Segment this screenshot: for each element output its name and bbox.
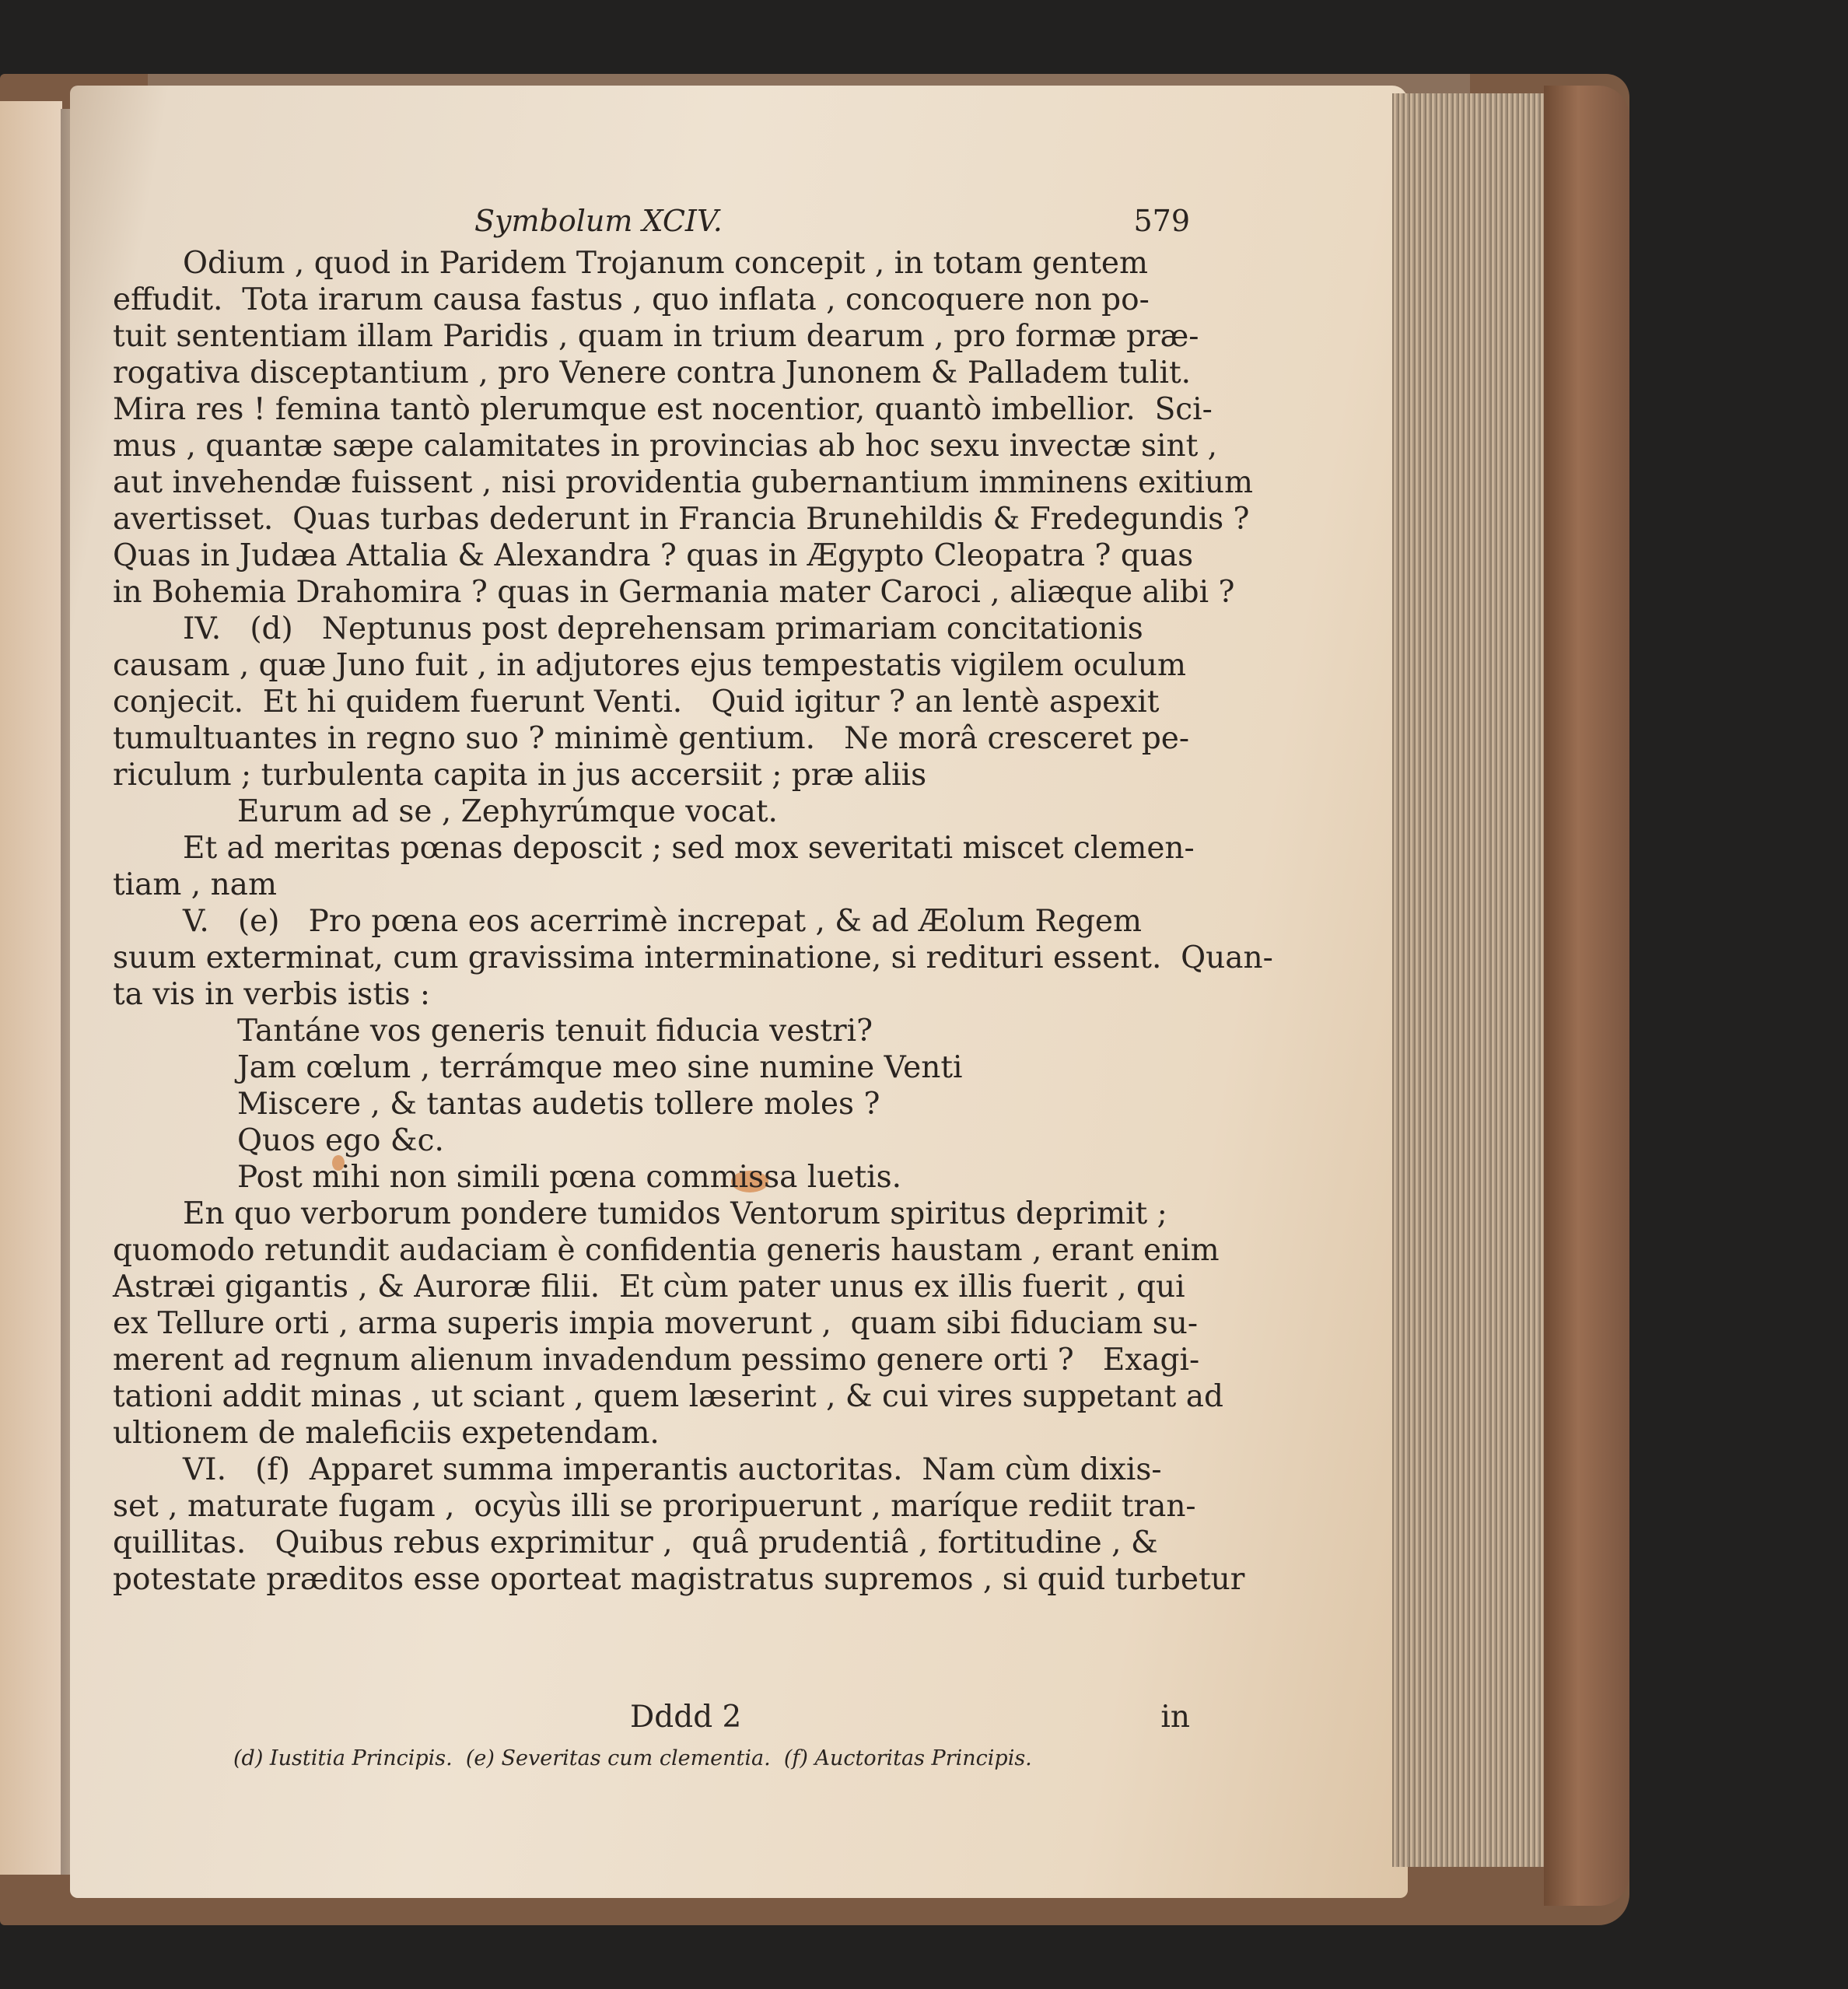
text-line: merent ad regnum alienum invadendum pessimo genere orti ? Exagi-: [113, 1343, 1200, 1378]
left-page: [0, 101, 62, 1875]
text-line: tuit sententiam illam Paridis , quam in trium dearum , pro formæ præ-: [113, 319, 1199, 354]
text-line: suum exterminat, cum gravissima interminatione, si redituri essent. Quan-: [113, 940, 1273, 975]
text-line: conjecit. Et hi quidem fuerunt Venti. Quid igitur ? an lentè aspexit: [113, 685, 1160, 720]
page-edges: [1392, 93, 1548, 1867]
text-line: potestate præditos esse oporteat magistratus supremos , si quid turbetur: [113, 1562, 1245, 1597]
text-line: Et ad meritas pœnas deposcit ; sed mox severitati miscet clemen-: [183, 831, 1195, 866]
text-line: set , maturate fugam , ocyùs illi se proripuerunt , maríque rediit tran-: [113, 1489, 1196, 1524]
text-line: Quas in Judæa Attalia & Alexandra ? quas in Ægypto Cleopatra ? quas: [113, 538, 1194, 573]
text-line: Odium , quod in Paridem Trojanum concepit , in totam gentem: [183, 246, 1148, 281]
text-line: IV. (d) Neptunus post deprehensam primariam concitationis: [183, 611, 1143, 646]
body-text: [113, 198, 1273, 1598]
verse-line: Eurum ad se , Zephyrúmque vocat.: [237, 794, 778, 829]
text-line: VI. (f) Apparet summa imperantis auctoritas. Nam cùm dixis-: [183, 1452, 1162, 1487]
verse-line: Post mihi non simili pœna commissa luetis.: [237, 1160, 902, 1195]
signature-mark: Dddd 2: [630, 1700, 742, 1735]
text-line: aut invehendæ fuissent , nisi providentia gubernantium imminens exitium: [113, 465, 1253, 500]
text-line: ex Tellure orti , arma superis impia moverunt , quam sibi fiduciam su-: [113, 1306, 1199, 1341]
page-footer: [109, 1700, 1190, 1739]
text-line: ta vis in verbis istis :: [113, 977, 431, 1012]
text-line: tationi addit minas , ut sciant , quem læserint , & cui vires suppetant ad: [113, 1379, 1223, 1414]
book-spine: [1544, 86, 1629, 1906]
footnotes: (d) Iustitia Principis. (e) Severitas cum clementia. (f) Auctoritas Principis.: [233, 1746, 1032, 1770]
catchword: in: [1160, 1700, 1190, 1735]
text-line: quillitas. Quibus rebus exprimitur , quâ prudentiâ , fortitudine , &: [113, 1525, 1158, 1560]
text-line: in Bohemia Drahomira ? quas in Germania mater Caroci , aliæque alibi ?: [113, 575, 1235, 610]
text-line: quomodo retundit audaciam è confidentia generis haustam , erant enim: [113, 1233, 1220, 1268]
verse-line: Miscere , & tantas audetis tollere moles ?: [237, 1087, 880, 1122]
text-line: rogativa disceptantium , pro Venere contra Junonem & Palladem tulit.: [113, 355, 1192, 390]
text-line: En quo verborum pondere tumidos Ventorum spiritus deprimit ;: [183, 1196, 1167, 1231]
verse-line: Jam cœlum , terrámque meo sine numine Venti: [237, 1050, 963, 1085]
text-line: effudit. Tota irarum causa fastus , quo inflata , concoquere non po-: [113, 282, 1150, 317]
text-line: causam , quæ Juno fuit , in adjutores ejus tempestatis vigilem oculum: [113, 648, 1186, 683]
page-number: 579: [1133, 204, 1190, 238]
text-line: riculum ; turbulenta capita in jus accersiit ; præ aliis: [113, 758, 927, 793]
text-line: V. (e) Pro pœna eos acerrimè increpat , & ad Æolum Regem: [183, 904, 1142, 939]
text-line: Astræi gigantis , & Auroræ filii. Et cùm pater unus ex illis fuerit , qui: [113, 1269, 1185, 1304]
verse-line: Tantáne vos generis tenuit fiducia vestri?: [237, 1014, 873, 1049]
text-line: mus , quantæ sæpe calamitates in provincias ab hoc sexu invectæ sint ,: [113, 429, 1218, 464]
text-line: avertisset. Quas turbas dederunt in Francia Brunehildis & Fredegundis ?: [113, 502, 1250, 537]
text-line: tiam , nam: [113, 867, 277, 902]
text-line: ultionem de maleficiis expetendam.: [113, 1416, 660, 1451]
header-title: Symbolum XCIV.: [474, 204, 723, 238]
verse-line: Quos ego &c.: [237, 1123, 444, 1158]
text-line: tumultuantes in regno suo ? minimè gentium. Ne morâ cresceret pe-: [113, 721, 1190, 756]
text-line: Mira res ! femina tantò plerumque est nocentior, quantò imbellior. Sci-: [113, 392, 1213, 427]
